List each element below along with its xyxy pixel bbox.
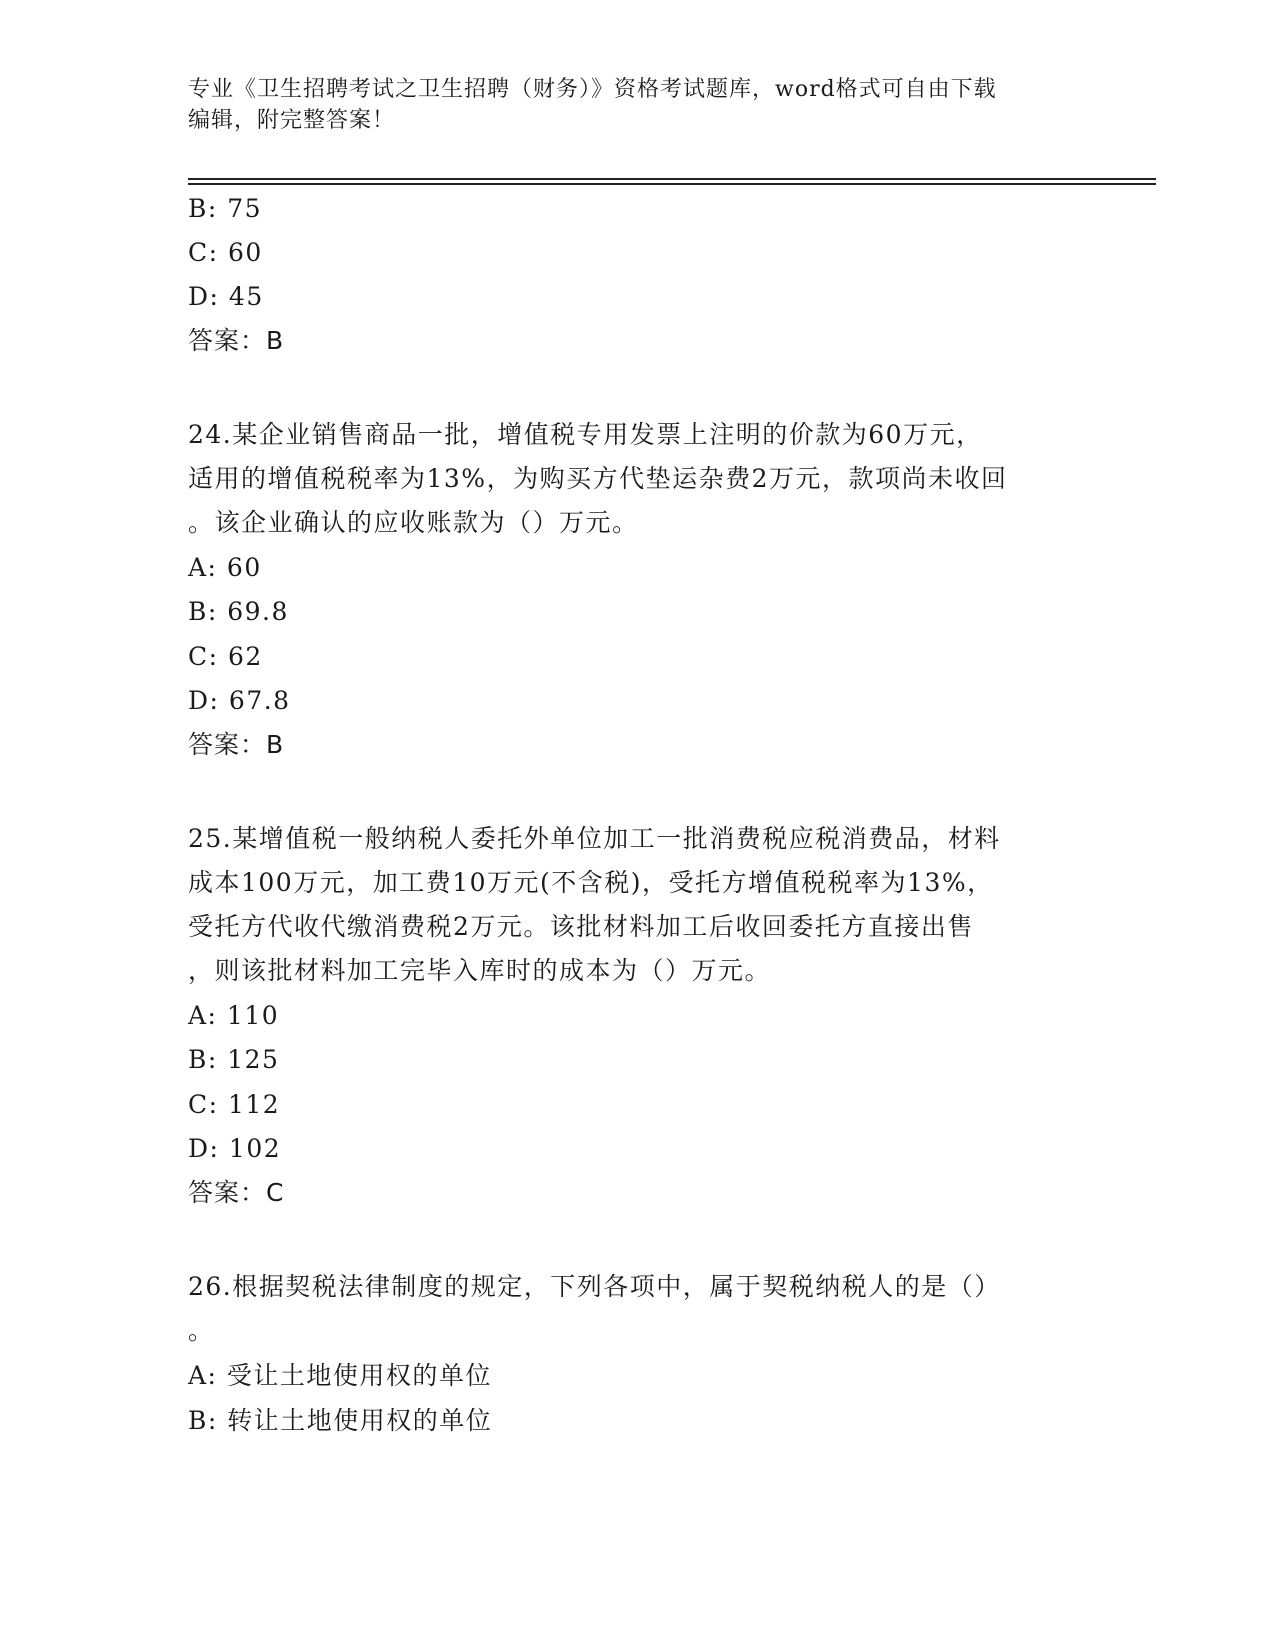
- document-header: [188, 74, 1088, 136]
- q25-option-d: D: 102: [188, 1134, 282, 1163]
- q25-stem-line-4: ，则该批材料加工完毕入库时的成本为（）万元。: [188, 956, 772, 985]
- q26-stem-line-1: 26.根据契税法律制度的规定，下列各项中，属于契税纳税人的是（）: [188, 1272, 1001, 1301]
- q25-stem-line-2: 成本100万元，加工费10万元(不含税)，受托方增值税税率为13%，: [188, 868, 994, 897]
- q26-option-b: B: 转让土地使用权的单位: [188, 1406, 493, 1435]
- q24-option-a: A: 60: [188, 553, 262, 582]
- q24-stem-line-1: 24.某企业销售商品一批，增值税专用发票上注明的价款为60万元，: [188, 420, 983, 449]
- q24-option-c: C: 62: [188, 642, 263, 671]
- q24-stem-line-3: 。该企业确认的应收账款为（）万元。: [188, 508, 639, 537]
- q25-option-b: B: 125: [188, 1045, 280, 1074]
- q26-option-a: A: 受让土地使用权的单位: [188, 1361, 492, 1390]
- q23-option-c: C: 60: [188, 238, 263, 267]
- q26-stem-line-2: 。: [188, 1316, 215, 1345]
- q25-stem-line-3: 受托方代收代缴消费税2万元。该批材料加工后收回委托方直接出售: [188, 912, 974, 941]
- header-line-2: 编辑，附完整答案！: [188, 108, 396, 133]
- q25-answer: 答案：C: [188, 1178, 285, 1207]
- q23-option-d: D: 45: [188, 282, 264, 311]
- header-divider-top: [188, 178, 1156, 180]
- q23-answer: 答案：B: [188, 326, 285, 355]
- header-line-1: 专业《卫生招聘考试之卫生招聘（财务）》资格考试题库，word格式可自由下载: [188, 77, 997, 102]
- q23-option-b: B: 75: [188, 194, 263, 223]
- q24-stem-line-2: 适用的增值税税率为13%，为购买方代垫运杂费2万元，款项尚未收回: [188, 464, 1008, 493]
- q24-answer: 答案：B: [188, 730, 285, 759]
- q24-option-d: D: 67.8: [188, 686, 291, 715]
- q24-option-b: B: 69.8: [188, 597, 289, 626]
- q25-option-a: A: 110: [188, 1001, 280, 1030]
- header-divider-bottom: [188, 183, 1156, 185]
- q25-option-c: C: 112: [188, 1090, 281, 1119]
- q25-stem-line-1: 25.某增值税一般纳税人委托外单位加工一批消费税应税消费品，材料: [188, 824, 1001, 853]
